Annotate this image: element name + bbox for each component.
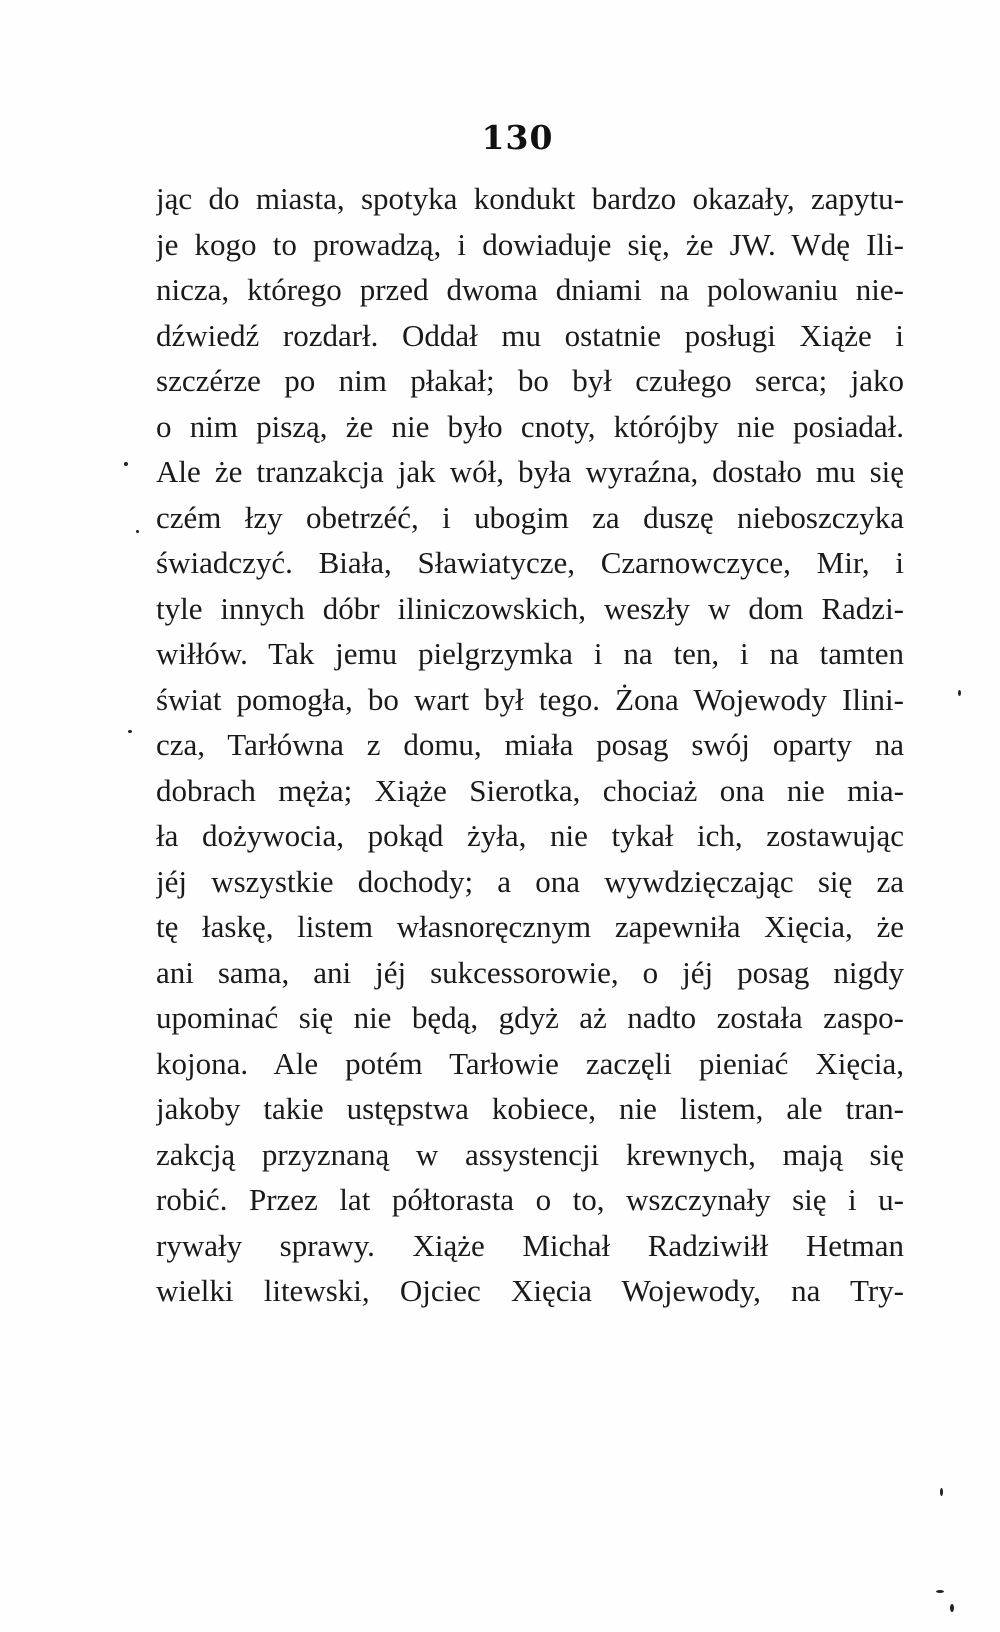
- text-line: wielki litewski, Ojciec Xięcia Wojewody, na Try-: [156, 1273, 904, 1308]
- text-line: jakoby takie ustępstwa kobiece, nie listem, ale tran-: [156, 1091, 904, 1126]
- ink-speck: [940, 1488, 943, 1496]
- text-line: upominać się nie będą, gdyż aż nadto została zaspo-: [156, 1000, 904, 1035]
- text-line: zakcją przyznaną w assystencji krewnych, mają się: [156, 1136, 904, 1172]
- ink-speck: [128, 730, 132, 733]
- ink-speck: [958, 690, 961, 696]
- text-line: robić. Przez lat półtorasta o to, wszczynały się i u-: [156, 1182, 904, 1217]
- text-line: szczérze po nim płakał; bo był czułego serca; jako: [156, 363, 904, 398]
- ink-speck: [136, 530, 139, 533]
- ink-speck: [936, 1590, 944, 1593]
- body-text: [156, 176, 904, 1314]
- text-line: dźwiedź rozdarł. Oddał mu ostatnie posługi Xiąże i: [156, 317, 904, 353]
- text-line: świat pomogła, bo wart był tego. Żona Wojewody Ilini-: [156, 681, 904, 717]
- text-line: jéj wszystkie dochody; a ona wywdzięczając się za: [156, 863, 904, 899]
- text-line: rywały sprawy. Xiąże Michał Radziwiłł Hetman: [156, 1227, 904, 1263]
- page-number: 130: [481, 118, 554, 157]
- text-line: tę łaskę, listem własnoręcznym zapewniła Xięcia, że: [156, 909, 904, 944]
- text-line: świadczyć. Biała, Sławiatycze, Czarnowczyce, Mir, i: [156, 545, 904, 580]
- text-line: nicza, którego przed dwoma dniami na polowaniu nie-: [156, 272, 904, 307]
- text-line: ła dożywocia, pokąd żyła, nie tykał ich, zostawując: [156, 818, 904, 853]
- text-line: jąc do miasta, spotyka kondukt bardzo okazały, zapytu-: [156, 181, 904, 216]
- text-line: czém łzy obetrzéć, i ubogim za duszę nieboszczyka: [156, 499, 904, 535]
- text-line: je kogo to prowadzą, i dowiaduje się, że JW. Wdę Ili-: [156, 226, 904, 262]
- ink-speck: [950, 1604, 954, 1612]
- ink-speck: [124, 462, 128, 466]
- text-line: cza, Tarłówna z domu, miała posag swój oparty na: [156, 727, 904, 762]
- text-line: o nim piszą, że nie było cnoty, którójby nie posiadał.: [156, 408, 904, 444]
- text-line: dobrach męża; Xiąże Sierotka, chociaż ona nie mia-: [156, 772, 904, 808]
- text-line: ani sama, ani jéj sukcessorowie, o jéj posag nigdy: [156, 954, 904, 990]
- text-line: Ale że tranzakcja jak wół, była wyraźna, dostało mu się: [156, 454, 904, 489]
- text-line: tyle innych dóbr iliniczowskich, weszły w dom Radzi-: [156, 590, 904, 626]
- text-line: kojona. Ale potém Tarłowie zaczęli pieniać Xięcia,: [156, 1045, 904, 1081]
- text-line: wiłłów. Tak jemu pielgrzymka i na ten, i na tamten: [156, 636, 904, 671]
